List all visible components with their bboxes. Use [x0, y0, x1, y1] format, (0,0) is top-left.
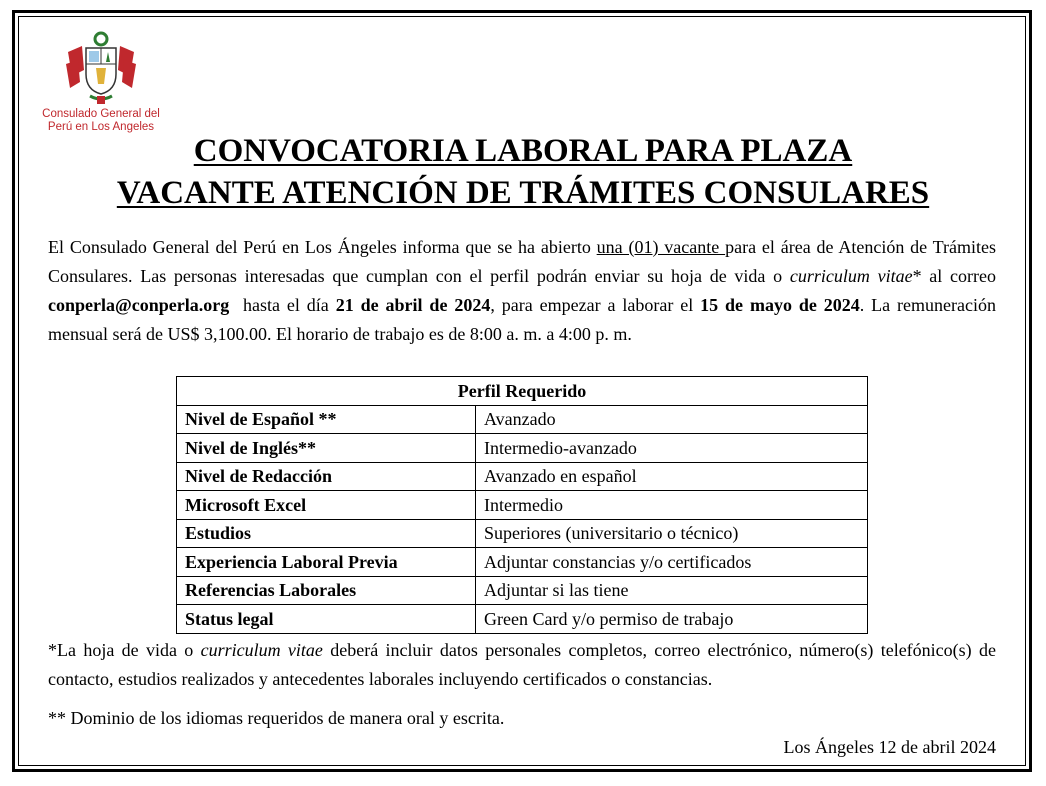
start-date: 15 de mayo de 2024 — [700, 295, 860, 315]
logo-text-line1: Consulado General del — [42, 108, 160, 120]
vacancy-count: una (01) vacante — [596, 237, 726, 257]
profile-table-header: Perfil Requerido — [177, 377, 868, 406]
table-row — [177, 462, 868, 491]
row-label: Microsoft Excel — [177, 491, 476, 520]
row-label: Referencias Laborales — [177, 576, 476, 605]
row-value: Adjuntar si las tiene — [476, 576, 868, 605]
intro-text-4: hasta el día — [229, 295, 336, 315]
intro-text-2: para el área de Atención de Trámites Consulares. Las personas interesadas que cumplan con el perfil podrán enviar su hoja de vida o — [48, 237, 996, 286]
row-label: Estudios — [177, 519, 476, 548]
consulate-logo — [36, 30, 166, 138]
title-line2: VACANTE ATENCIÓN DE TRÁMITES CONSULARES — [116, 175, 930, 211]
table-row — [177, 405, 868, 434]
intro-text-1: El Consulado General del Perú en Los Ángeles informa que se ha abierto — [48, 237, 597, 257]
language-note: ** Dominio de los idiomas requeridos de manera oral y escrita. — [48, 708, 505, 728]
cv-term: curriculum vitae — [789, 266, 913, 286]
row-label: Status legal — [177, 605, 476, 634]
row-value: Superiores (universitario o técnico) — [476, 519, 868, 548]
deadline-date: 21 de abril de 2024 — [335, 295, 491, 315]
row-label: Nivel de Español ** — [177, 405, 476, 434]
row-label: Experiencia Laboral Previa — [177, 548, 476, 577]
coat-of-arms-icon — [62, 30, 140, 106]
row-value: Green Card y/o permiso de trabajo — [476, 605, 868, 634]
contact-email[interactable]: conperla@conperla.org — [48, 295, 230, 315]
row-value: Avanzado en español — [476, 462, 868, 491]
table-row — [177, 605, 868, 634]
table-row — [177, 548, 868, 577]
intro-paragraph — [48, 233, 996, 349]
table-row — [177, 576, 868, 605]
cv-note — [48, 636, 996, 694]
page-title — [40, 130, 1006, 214]
intro-text-6: . La remuneración mensual será de US$ 3,100.00. El horario de trabajo es de 8:00 a. m. a 4:00 p. m. — [48, 295, 997, 344]
table-row — [177, 491, 868, 520]
note1-cv-term: curriculum vitae — [200, 640, 323, 660]
row-label: Nivel de Redacción — [177, 462, 476, 491]
table-row — [177, 519, 868, 548]
note1-text-1: *La hoja de vida o — [48, 640, 201, 660]
row-value: Intermedio-avanzado — [476, 434, 868, 463]
row-value: Intermedio — [476, 491, 868, 520]
issue-date: Los Ángeles 12 de abril 2024 — [783, 737, 996, 757]
row-value: Adjuntar constancias y/o certificados — [476, 548, 868, 577]
table-row — [177, 434, 868, 463]
title-line1: CONVOCATORIA LABORAL PARA PLAZA — [193, 133, 853, 169]
note1-text-2: deberá incluir datos personales completos, correo electrónico, número(s) telefónico(s) de contacto, estudios realizados y antecedentes laborales incluyendo certificados o constancias. — [48, 640, 996, 689]
logo-text-line2: Perú en Los Angeles — [47, 121, 155, 133]
profile-table — [176, 376, 868, 634]
row-label: Nivel de Inglés** — [177, 434, 476, 463]
intro-text-5: , para empezar a laborar el — [490, 295, 701, 315]
intro-text-3: * al correo — [912, 266, 996, 286]
row-value: Avanzado — [476, 405, 868, 434]
